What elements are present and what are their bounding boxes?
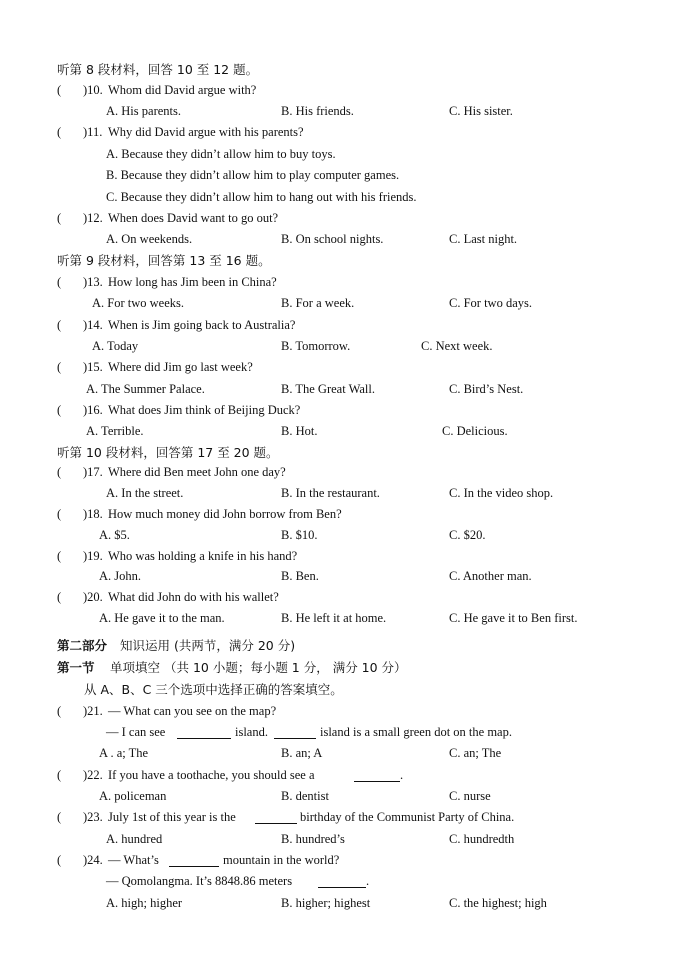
options-16 [0, 421, 688, 442]
question-number: )24. [83, 853, 103, 867]
option-b: B. dentist [281, 789, 329, 803]
question-number: )12. [83, 211, 103, 225]
answer-blank [318, 874, 366, 888]
dialog-text: — Qomolangma. It’s 8848.86 meters [106, 874, 293, 888]
question-16 [0, 400, 688, 421]
options-23 [0, 829, 688, 850]
option-b-row [0, 165, 688, 186]
instruction-text: 从 A、B、C 三个选项中选择正确的答案填空。 [84, 682, 343, 697]
stem-end: mountain in the world? [223, 853, 340, 867]
section-header-10 [0, 442, 688, 463]
question-19 [0, 546, 688, 567]
section-header-text: 听第 9 段材料，回答第 13 至 16 题。 [57, 253, 271, 268]
option-c: C. Another man. [449, 569, 532, 583]
question-12 [0, 208, 688, 229]
options-12 [0, 229, 688, 250]
question-stem: Whom did David argue with? [108, 83, 257, 97]
options-15 [0, 379, 688, 400]
option-a: A. In the street. [106, 486, 184, 500]
question-23 [0, 807, 688, 828]
question-number: )10. [83, 83, 103, 97]
option-c-row [0, 187, 688, 208]
option-c: C. Next week. [421, 339, 493, 353]
question-stem: When is Jim going back to Australia? [108, 318, 296, 332]
part-two-heading [0, 635, 688, 656]
option-a: A. Today [92, 339, 139, 353]
options-24 [0, 893, 688, 914]
option-c: C. Bird’s Nest. [449, 382, 524, 396]
question-stem: July 1st of this year is the [108, 810, 236, 824]
question-17 [0, 462, 688, 483]
question-number: )17. [83, 465, 103, 479]
option-b: B. On school nights. [281, 232, 384, 246]
options-21 [0, 743, 688, 764]
question-21 [0, 701, 688, 722]
question-number: )22. [83, 768, 103, 782]
options-17 [0, 483, 688, 504]
option-c: C. hundredth [449, 832, 515, 846]
question-number: )14. [83, 318, 103, 332]
question-stem: Where did Ben meet John one day? [108, 465, 286, 479]
section-title: 第一节 [57, 660, 95, 675]
answer-paren-open: ( [57, 318, 62, 332]
option-a: A. John. [99, 569, 142, 583]
instruction [0, 679, 688, 700]
question-15 [0, 357, 688, 378]
answer-paren-open: ( [57, 211, 62, 225]
option-a: A. Terrible. [86, 424, 144, 438]
option-c: C. the highest; high [449, 896, 547, 910]
question-number: )15. [83, 360, 103, 374]
option-c: C. Delicious. [442, 424, 508, 438]
option-b: B. $10. [281, 528, 318, 542]
options-22 [0, 786, 688, 807]
option-a: A. Because they didn’t allow him to buy toys. [106, 147, 336, 161]
part-title: 第二部分 [57, 638, 108, 653]
dialog-text: . [366, 874, 370, 888]
question-stem: How long has Jim been in China? [108, 275, 277, 289]
question-stem: How much money did John borrow from Ben? [108, 507, 342, 521]
option-a: A . a; The [99, 746, 149, 760]
stem-end: . [400, 768, 404, 782]
question-number: )13. [83, 275, 103, 289]
answer-paren-open: ( [57, 704, 62, 718]
answer-paren-open: ( [57, 590, 62, 604]
answer-paren-open: ( [57, 853, 62, 867]
answer-blank [169, 853, 219, 867]
answer-blank [274, 725, 316, 739]
question-13 [0, 272, 688, 293]
question-14 [0, 315, 688, 336]
option-a: A. On weekends. [106, 232, 193, 246]
option-c: C. For two days. [449, 296, 532, 310]
answer-paren-open: ( [57, 403, 62, 417]
question-21-line2 [0, 722, 688, 743]
section-header-text: 听第 10 段材料，回答第 17 至 20 题。 [57, 445, 279, 460]
option-a: A. high; higher [106, 896, 183, 910]
section-header-8 [0, 59, 688, 80]
option-a-row [0, 144, 688, 165]
option-b: B. For a week. [281, 296, 355, 310]
option-b: B. The Great Wall. [281, 382, 375, 396]
option-a: A. His parents. [106, 104, 181, 118]
option-c: C. In the video shop. [449, 486, 554, 500]
question-number: )19. [83, 549, 103, 563]
section-one-heading [0, 657, 688, 678]
option-a: A. The Summer Palace. [86, 382, 205, 396]
option-b: B. His friends. [281, 104, 354, 118]
option-c: C. an; The [449, 746, 502, 760]
question-stem: Who was holding a knife in his hand? [108, 549, 298, 563]
answer-blank [354, 768, 400, 782]
answer-paren-open: ( [57, 275, 62, 289]
option-b: B. In the restaurant. [281, 486, 380, 500]
option-c: C. His sister. [449, 104, 513, 118]
options-19 [0, 566, 688, 587]
question-stem: If you have a toothache, you should see a [108, 768, 315, 782]
question-stem: Why did David argue with his parents? [108, 125, 304, 139]
question-20 [0, 587, 688, 608]
option-b: B. Ben. [281, 569, 319, 583]
option-c: C. $20. [449, 528, 486, 542]
option-c: C. Because they didn’t allow him to hang out with his friends. [106, 190, 417, 204]
question-stem: What does Jim think of Beijing Duck? [108, 403, 301, 417]
question-stem: — What’s [108, 853, 159, 867]
answer-blank [255, 810, 297, 824]
option-c: C. He gave it to Ben first. [449, 611, 578, 625]
option-b: B. Because they didn’t allow him to play computer games. [106, 168, 400, 182]
option-b: B. He left it at home. [281, 611, 387, 625]
answer-paren-open: ( [57, 768, 62, 782]
options-20 [0, 608, 688, 629]
dialog-text: island is a small green dot on the map. [320, 725, 512, 739]
answer-paren-open: ( [57, 125, 62, 139]
option-b: B. Hot. [281, 424, 318, 438]
question-stem: — What can you see on the map? [108, 704, 277, 718]
question-number: )18. [83, 507, 103, 521]
dialog-text: — I can see [106, 725, 166, 739]
stem-end: birthday of the Communist Party of China. [300, 810, 515, 824]
option-a: A. hundred [106, 832, 163, 846]
option-a: A. For two weeks. [92, 296, 185, 310]
question-10 [0, 80, 688, 101]
option-b: B. Tomorrow. [281, 339, 351, 353]
answer-paren-open: ( [57, 465, 62, 479]
answer-paren-open: ( [57, 507, 62, 521]
options-14 [0, 336, 688, 357]
section-subtitle: 单项填空 （共 10 小题；每小题 1 分， 满分 10 分） [110, 660, 407, 675]
question-22 [0, 765, 688, 786]
option-a: A. $5. [99, 528, 130, 542]
question-number: )21. [83, 704, 103, 718]
answer-paren-open: ( [57, 810, 62, 824]
question-number: )16. [83, 403, 103, 417]
dialog-text: island. [235, 725, 268, 739]
answer-blank [177, 725, 231, 739]
option-b: B. hundred’s [281, 832, 345, 846]
section-header-text: 听第 8 段材料，回答 10 至 12 题。 [57, 62, 259, 77]
options-10 [0, 101, 688, 122]
question-number: )20. [83, 590, 103, 604]
answer-paren-open: ( [57, 360, 62, 374]
question-stem: Where did Jim go last week? [108, 360, 253, 374]
question-stem: What did John do with his wallet? [108, 590, 279, 604]
section-header-9 [0, 250, 688, 271]
options-18 [0, 525, 688, 546]
question-number: )11. [83, 125, 103, 139]
question-24-line2 [0, 871, 688, 892]
question-18 [0, 504, 688, 525]
question-24 [0, 850, 688, 871]
option-c: C. nurse [449, 789, 491, 803]
part-subtitle: 知识运用 (共两节，满分 20 分) [120, 638, 296, 653]
option-a: A. He gave it to the man. [99, 611, 225, 625]
answer-paren-open: ( [57, 549, 62, 563]
option-b: B. higher; highest [281, 896, 371, 910]
answer-paren-open: ( [57, 83, 62, 97]
question-number: )23. [83, 810, 103, 824]
question-stem: When does David want to go out? [108, 211, 279, 225]
option-a: A. policeman [99, 789, 167, 803]
option-b: B. an; A [281, 746, 323, 760]
question-11 [0, 122, 688, 143]
options-13 [0, 293, 688, 314]
option-c: C. Last night. [449, 232, 518, 246]
